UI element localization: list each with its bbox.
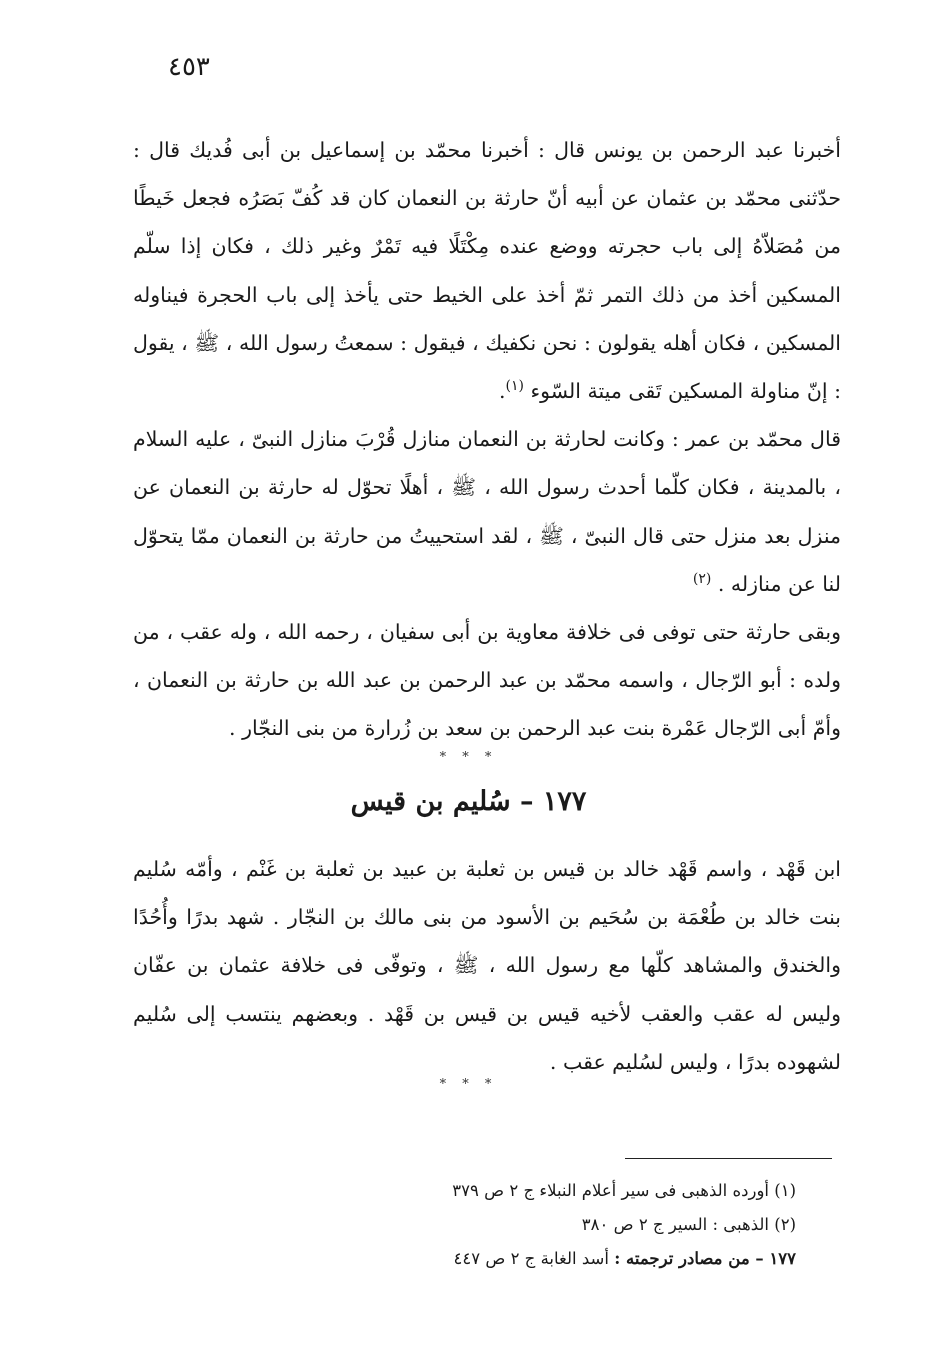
biography-entry xyxy=(133,845,841,1086)
page-number: ٤٥٣ xyxy=(168,52,210,82)
footnote-1: (١) أورده الذهبى فى سير أعلام النبلاء ج ٢ ص ٣٧٩ xyxy=(452,1181,796,1200)
entry-heading: ١٧٧ – سُليم بن قيس xyxy=(350,786,587,817)
sources-label: ١٧٧ – من مصادر ترجمته : xyxy=(614,1249,796,1268)
paragraph-2 xyxy=(133,415,841,608)
footnote-ref-2: (٢) xyxy=(692,571,712,587)
paragraph-3 xyxy=(133,608,841,753)
sources-note xyxy=(133,1242,796,1276)
entry-paragraph: ابن قَهْد ، واسم قَهْد خالد بن قيس بن ثعلبة بن عبيد بن ثعلبة بن غَنْم ، وأمّه سُليم بنت خالد بن طُعْمَة بن سُحَيم بن الأسود من بنى مالك بن النجّار . شهد بدرًا وأُحُدًا والخندق والمشاهد كلّها مع رسول الله ، ﷺ ، وتوفّى فى خلافة عثمان بن عفّان وليس له عقب والعقب لأخيه قيس بن قيس بن قَهْد . وبعضهم ينتسب إلى سُليم لشهوده بدرًا ، وليس لسُليم عقب . xyxy=(133,857,841,1074)
paragraph-3-text: وبقى حارثة حتى توفى فى خلافة معاوية بن أبى سفيان ، رحمه الله ، وله عقب ، من ولده : أبو الرّجال ، واسمه محمّد بن عبد الرحمن بن عبد الله بن حارثة بن النعمان ، وأمّ أبى الرّجال عَمْرة بنت عبد الرحمن بن سعد بن زُرارة من بنى النجّار . xyxy=(133,620,841,741)
paragraph-1: أخبرنا عبد الرحمن بن يونس قال : أخبرنا محمّد بن إسماعيل بن أبى فُديك قال : حدّثنى محمّد بن عثمان عن أبيه أنّ حارثة بن النعمان كان قد كُفّ بَصَرُه فجعل خَيطًا من مُصَلاّهُ إلى باب حجرته ووضع عنده مِكْتَلًا فيه تَمْرٌ وغير ذلك ، فكان إذا سلّم المسكين أخذ من ذلك التمر ثمّ أخذ على الخيط حتى يأخذ إلى باب الحجرة فيناوله المسكين ، فكان أهله يقولون : نحن نكفيك ، فيقول : سمعتُ رسول الله ، ﷺ ، يقول : إنّ مناولة المسكين تَقى ميتة السّوء $^{(١)}$. xyxy=(133,138,841,404)
paragraph-1-text: أخبرنا عبد الرحمن بن يونس قال : أخبرنا محمّد بن إسماعيل بن أبى فُديك قال : حدّثنى محمّد بن عثمان عن أبيه أنّ حارثة بن النعمان كان قد كُفّ بَصَرُه فجعل خَيطًا من مُصَلاّهُ إلى باب حجرته ووضع عنده مِكْتَلًا فيه تَمْرٌ وغير ذلك ، فكان إذا سلّم المسكين أخذ من ذلك التمر ثمّ أخذ على الخيط حتى يأخذ إلى باب الحجرة فيناوله المسكين ، فكان أهله يقولون : نحن نكفيك ، فيقول : سمعتُ رسول الله ، ﷺ ، يقول : إنّ مناولة المسكين تَقى ميتة السّوء xyxy=(133,138,841,404)
footnote-divider xyxy=(625,1158,832,1159)
biography-continuation xyxy=(133,126,841,753)
footnotes xyxy=(133,1174,796,1276)
footnote-ref-1: (١) xyxy=(505,378,524,395)
paragraph-2-text: قال محمّد بن عمر : وكانت لحارثة بن النعمان منازل قُرْبَ منازل النبىّ ، عليه السلام ، بالمدينة ، فكان كلّما أحدث رسول الله ، ﷺ ، أهلًا تحوّل له حارثة بن النعمان عن منزل بعد منزل حتى قال النبىّ ، ﷺ ، لقد استحييتُ من حارثة بن النعمان ممّا يتحوّل لنا عن منازله . xyxy=(133,427,842,596)
footnote-2: (٢) الذهبى : السير ج ٢ ص ٣٨٠ xyxy=(581,1215,796,1234)
section-separator: * * * xyxy=(439,750,498,765)
sources-text: أسد الغابة ج ٢ ص ٤٤٧ xyxy=(453,1249,615,1268)
section-separator-end: * * * xyxy=(439,1077,498,1092)
